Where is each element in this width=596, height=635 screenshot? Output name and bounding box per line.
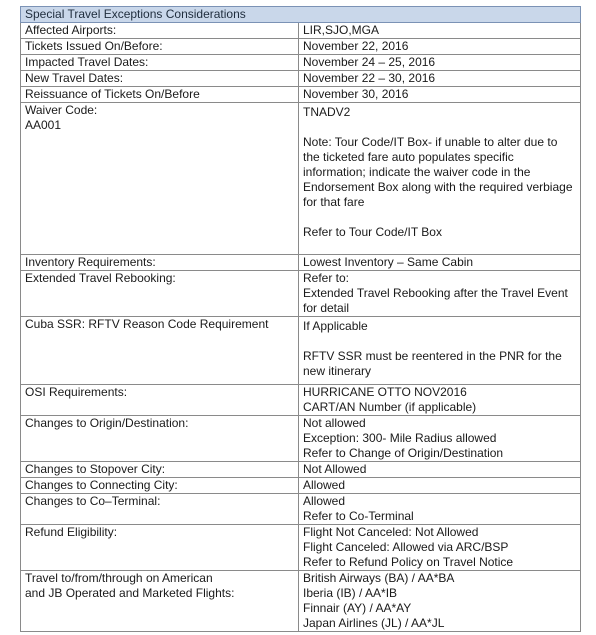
row-value xyxy=(299,271,581,317)
table-row xyxy=(21,317,581,385)
table-row xyxy=(21,525,581,571)
row-label: Affected Airports: xyxy=(21,23,299,39)
row-value xyxy=(299,317,581,385)
origin-line: Exception: 300- Mile Radius allowed xyxy=(303,431,497,445)
row-value: Not Allowed xyxy=(299,462,581,478)
travel-label-line: Travel to/from/through on American xyxy=(25,571,213,585)
rebooking-line: Refer to: xyxy=(303,271,350,285)
coterminal-line: Refer to Co-Terminal xyxy=(303,509,414,523)
table-row xyxy=(21,55,581,71)
table-row xyxy=(21,71,581,87)
table-row xyxy=(21,494,581,525)
table-row xyxy=(21,23,581,39)
travel-exceptions-table xyxy=(20,6,581,632)
row-label: New Travel Dates: xyxy=(21,71,299,87)
row-value: LIR,SJO,MGA xyxy=(299,23,581,39)
row-label: Inventory Requirements: xyxy=(21,255,299,271)
row-value xyxy=(299,494,581,525)
table-row xyxy=(21,255,581,271)
row-label: Cuba SSR: RFTV Reason Code Requirement xyxy=(21,317,299,385)
waiver-label: Waiver Code: xyxy=(25,103,98,117)
row-label: Changes to Origin/Destination: xyxy=(21,416,299,462)
row-value: November 30, 2016 xyxy=(299,87,581,103)
osi-line: HURRICANE OTTO NOV2016 xyxy=(303,385,467,399)
row-value xyxy=(299,385,581,416)
row-value xyxy=(299,103,581,255)
table-row xyxy=(21,571,581,632)
travel-line: Japan Airlines (JL) / AA*JL xyxy=(303,616,445,630)
table-header-row xyxy=(21,7,581,23)
table-row xyxy=(21,87,581,103)
row-label: Extended Travel Rebooking: xyxy=(21,271,299,317)
row-label: Changes to Stopover City: xyxy=(21,462,299,478)
travel-line: Iberia (IB) / AA*IB xyxy=(303,586,398,600)
row-label: OSI Requirements: xyxy=(21,385,299,416)
travel-label-line: and JB Operated and Marketed Flights: xyxy=(25,586,235,600)
osi-line: CART/AN Number (if applicable) xyxy=(303,400,477,414)
travel-line: Finnair (AY) / AA*AY xyxy=(303,601,412,615)
row-label: Reissuance of Tickets On/Before xyxy=(21,87,299,103)
row-label: Tickets Issued On/Before: xyxy=(21,39,299,55)
row-value: November 24 – 25, 2016 xyxy=(299,55,581,71)
row-value: November 22, 2016 xyxy=(299,39,581,55)
table-row xyxy=(21,478,581,494)
row-value: Lowest Inventory – Same Cabin xyxy=(299,255,581,271)
refund-line: Refer to Refund Policy on Travel Notice xyxy=(303,555,514,569)
origin-line: Refer to Change of Origin/Destination xyxy=(303,446,504,460)
table-row-waiver xyxy=(21,103,581,255)
cuba-line: RFTV SSR must be reentered in the PNR for the new itinerary xyxy=(303,349,562,378)
table-row xyxy=(21,39,581,55)
row-value: Allowed xyxy=(299,478,581,494)
refund-line: Flight Canceled: Allowed via ARC/BSP xyxy=(303,540,509,554)
table-row xyxy=(21,385,581,416)
table-row xyxy=(21,271,581,317)
row-value xyxy=(299,571,581,632)
waiver-code: AA001 xyxy=(25,118,62,132)
table-title: Special Travel Exceptions Considerations xyxy=(21,7,581,23)
waiver-note: Note: Tour Code/IT Box- if unable to alter due to the ticketed fare auto populates specific information; indicate the waiver code in the Endorsement Box along with the required verbiage for that fare xyxy=(303,135,573,209)
origin-line: Not allowed xyxy=(303,416,366,430)
row-value xyxy=(299,416,581,462)
table-row xyxy=(21,462,581,478)
rebooking-line: Extended Travel Rebooking after the Travel Event for detail xyxy=(303,286,568,315)
waiver-refer: Refer to Tour Code/IT Box xyxy=(303,225,442,239)
row-value: November 22 – 30, 2016 xyxy=(299,71,581,87)
refund-line: Flight Not Canceled: Not Allowed xyxy=(303,525,479,539)
waiver-value: TNADV2 xyxy=(303,105,351,119)
row-label: Impacted Travel Dates: xyxy=(21,55,299,71)
row-label xyxy=(21,103,299,255)
row-value xyxy=(299,525,581,571)
row-label: Changes to Connecting City: xyxy=(21,478,299,494)
travel-line: British Airways (BA) / AA*BA xyxy=(303,571,455,585)
row-label xyxy=(21,571,299,632)
table-row xyxy=(21,416,581,462)
cuba-line: If Applicable xyxy=(303,319,368,333)
row-label: Refund Eligibility: xyxy=(21,525,299,571)
row-label: Changes to Co–Terminal: xyxy=(21,494,299,525)
coterminal-line: Allowed xyxy=(303,494,346,508)
